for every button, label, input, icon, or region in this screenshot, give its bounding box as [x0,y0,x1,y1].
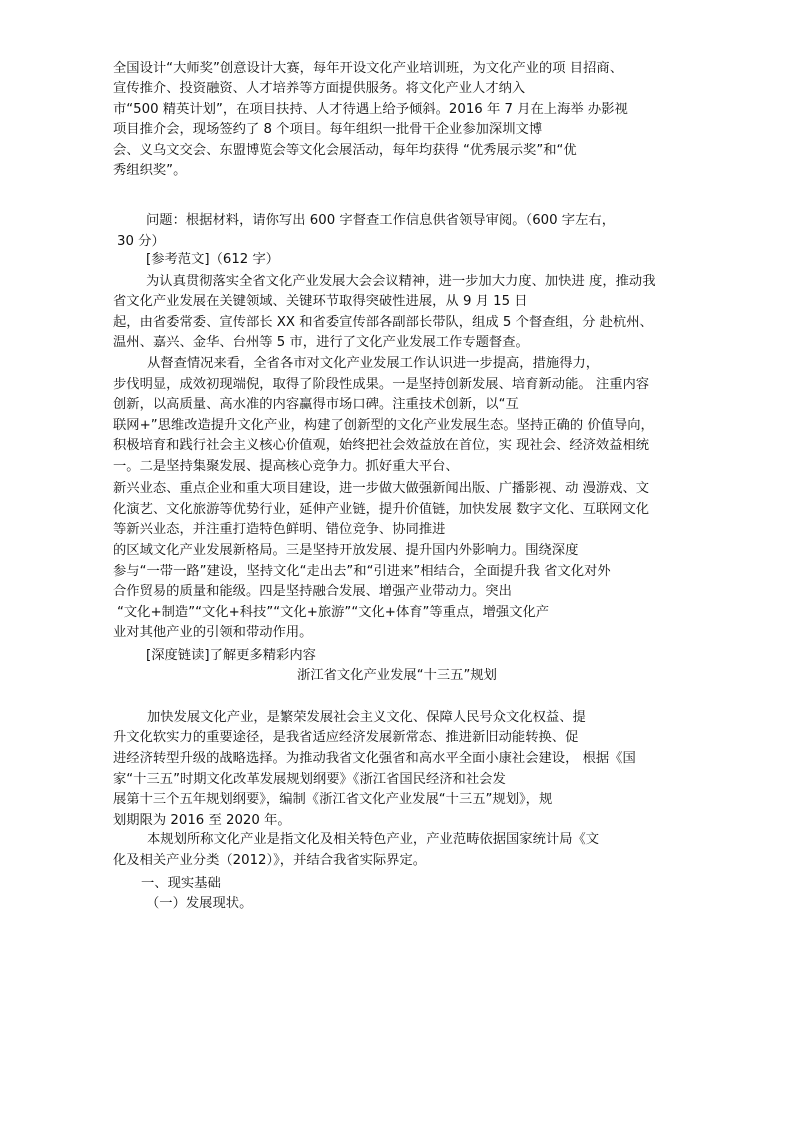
deep-read-link[interactable]: [深度链读]了解更多精彩内容 [146,648,316,663]
answer-line: 省文化产业发展在关键领域、关键环节取得突破性进展，从 9 月 15 日 [113,294,528,309]
intro-line: 项目推介会，现场签约了 8 个项目。每年组织一批骨干企业参加深圳文博 [113,122,543,137]
answer-line: 步伐明显，成效初现端倪，取得了阶段性成果。一是坚持创新发展、培育新动能。 注重内容 [113,377,650,392]
answer-line: 参与“一带一路”建设，坚持文化“走出去”和“引进来”相结合，全面提升我 省文化对外 [113,564,611,579]
answer-line: 积极培育和践行社会主义核心价值观，始终把社会效益放在首位，实 现社会、经济效益相统 [113,438,650,453]
intro-line: 秀组织奖”。 [113,163,187,178]
answer-line: 温州、嘉兴、金华、台州等 5 市，进行了文化产业发展工作专题督查。 [113,335,529,350]
answer-line: 为认真贯彻落实全省文化产业发展大会会议精神，进一步加大力度、加快进 度，推动我 [146,274,656,289]
plan-line: 本规划所称文化产业是指文化及相关特色产业，产业范畴依据国家统计局《文 [147,832,600,847]
question-line: 30 分） [117,234,165,249]
question-line: 问题：根据材料，请你写出 600 字督查工作信息供省领导审阅。（600 字左右， [146,213,615,228]
answer-line: 业对其他产业的引领和带动作用。 [113,625,313,640]
plan-line: 家“十三五”时期文化改革发展规划纲要》《浙江省国民经济和社会发 [113,772,506,787]
reference-label: [参考范文]（612 字） [146,252,280,267]
answer-line: 的区域文化产业发展新格局。三是坚持开放发展、提升国内外影响力。围绕深度 [113,543,579,558]
intro-line: 市“500 精英计划”，在项目扶持、人才待遇上给予倾斜。2016 年 7 月在上海举 办影视 [113,102,628,117]
section-heading: 一、现实基础 [141,876,221,891]
intro-line: 全国设计“大师奖”创意设计大赛，每年开设文化产业培训班，为文化产业的项 目招商、 [113,61,623,76]
answer-line: “文化+制造”“文化+科技”“文化+旅游”“文化+体育”等重点，增强文化产 [117,605,550,620]
plan-line: 化及相关产业分类（2012）》，并结合我省实际界定。 [113,853,427,868]
answer-line: 新兴业态、重点企业和重大项目建设，进一步做大做强新闻出版、广播影视、动 漫游戏、文 [113,481,650,496]
answer-line: 从督查情况来看，全省各市对文化产业发展工作认识进一步提高，措施得力， [147,356,600,371]
plan-line: 加快发展文化产业，是繁荣发展社会主义文化、保障人民号众文化权益、提 [147,710,586,725]
plan-line: 升文化软实力的重要途径，是我省适应经济发展新常态、推进新旧动能转换、促 [113,730,579,745]
intro-line: 会、义乌文交会、东盟博览会等文化会展活动，每年均获得 “优秀展示奖”和“优 [113,143,577,158]
plan-line: 划期限为 2016 至 2020 年。 [113,813,291,828]
answer-line: 联网+”思维改造提升文化产业，构建了创新型的文化产业发展生态。坚持正确的 价值导向， [113,418,654,433]
intro-line: 宣传推介、投资融资、人才培养等方面提供服务。将文化产业人才纳入 [113,81,526,96]
subsection-heading: （一）发展现状。 [146,896,253,911]
answer-line: 一。二是坚持集聚发展、提高核心竞争力。抓好重大平台、 [113,459,459,474]
answer-line: 创新，以高质量、高水准的内容赢得市场口碑。注重技术创新，以“互 [113,397,519,412]
answer-line: 起，由省委常委、宣传部长 XX 和省委宣传部各副部长带队，组成 5 个督查组，分 赴杭州、 [113,315,653,330]
answer-line: 等新兴业态，并注重打造特色鲜明、错位竞争、协同推进 [113,522,446,537]
plan-title: 浙江省文化产业发展“十三五”规划 [297,668,497,683]
answer-line: 合作贸易的质量和能级。四是坚持融合发展、增强产业带动力。突出 [113,584,512,599]
answer-line: 化演艺、文化旅游等优势行业，延伸产业链，提升价值链，加快发展 数字文化、互联网文化 [113,502,650,517]
plan-line: 进经济转型升级的战略选择。为推动我省文化强省和高水平全面小康社会建设， 根据《国 [113,751,636,766]
plan-line: 展第十三个五年规划纲要》，编制《浙江省文化产业发展“十三五”规划》，规 [113,792,553,807]
